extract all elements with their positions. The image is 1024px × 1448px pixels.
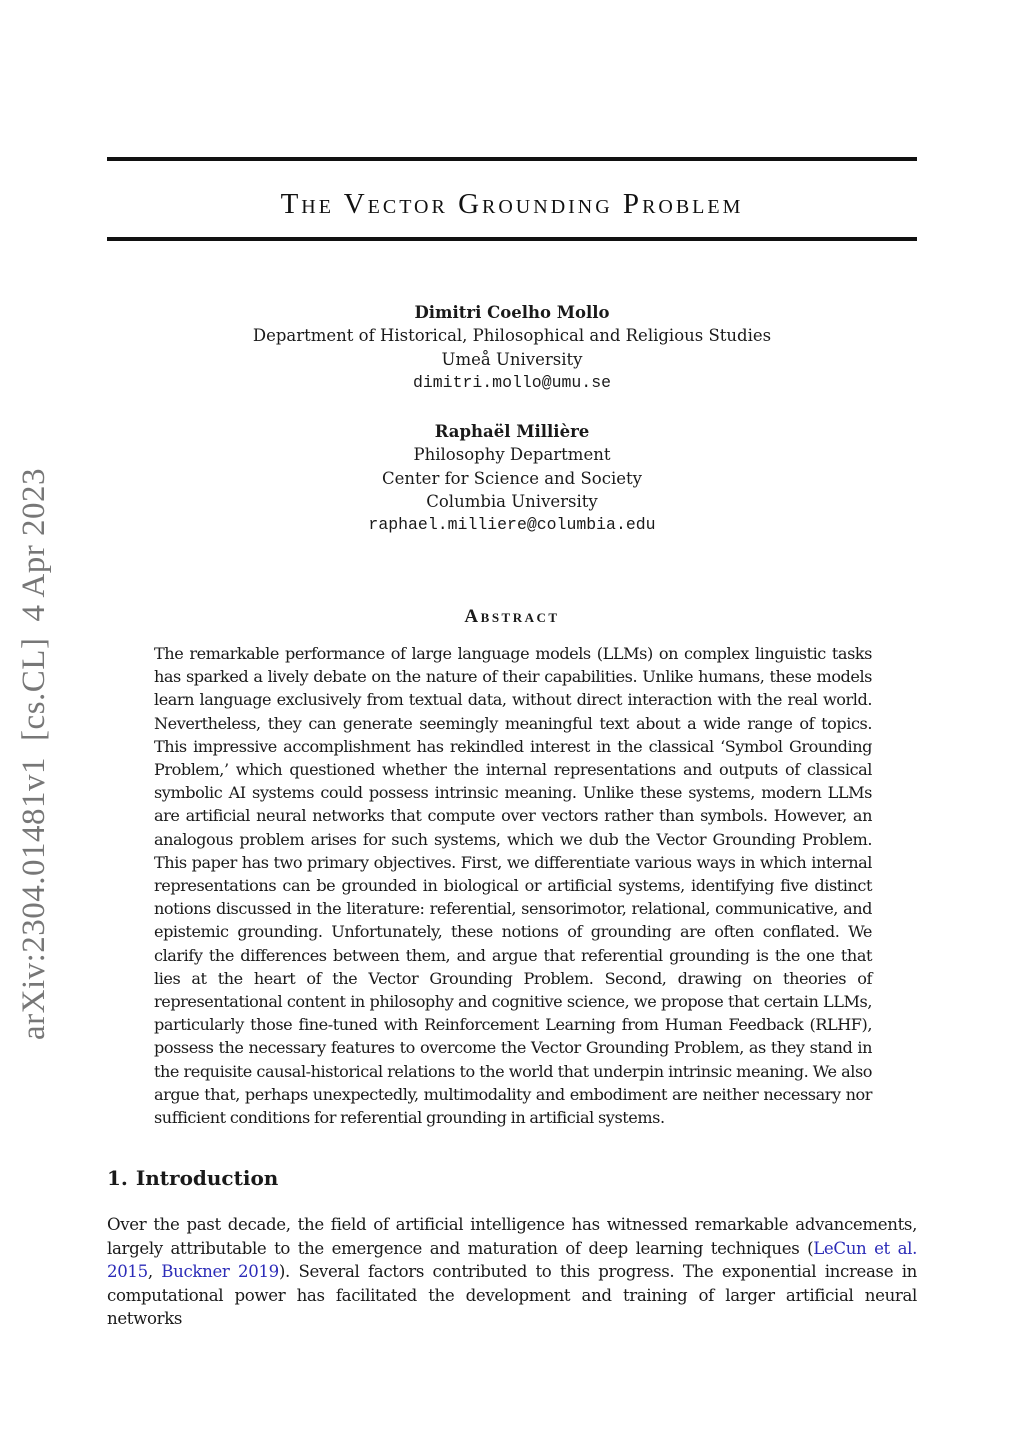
author-name: Dimitri Coelho Mollo bbox=[414, 303, 610, 322]
section-number: 1. bbox=[107, 1166, 128, 1190]
author-email[interactable]: raphael.milliere@columbia.edu bbox=[368, 515, 656, 535]
introduction-paragraph bbox=[107, 1213, 917, 1331]
author-affiliation: Philosophy Department bbox=[413, 445, 611, 465]
author-affiliation: Department of Historical, Philosophical and Religious Studies bbox=[252, 326, 772, 346]
author-block bbox=[107, 420, 917, 536]
author-block bbox=[107, 301, 917, 394]
author-affiliation: Columbia University bbox=[426, 492, 598, 512]
abstract-text: The remarkable performance of large language models (LLMs) on complex linguistic tasks has sparked a lively debate on the nature of their capabilities. Unlike humans, these models learn language exclusively from textual data, without direct interaction with the real world. Nevertheless, they can generate seemingly meaningful text about a wide range of topics. This impressive accomplishment has rekindled interest in the classical ‘Symbol Grounding Problem,’ which questioned whether the internal representations and outputs of classical symbolic AI systems could possess intrinsic meaning. Unlike these systems, modern LLMs are artificial neural networks that compute over vectors rather than symbols. However, an analogous problem arises for such systems, which we dub the Vector Grounding Problem. This paper has two primary objectives. First, we differentiate various ways in which internal representations can be grounded in biological or artificial systems, identifying five distinct notions discussed in the literature: referential, sensorimotor, relational, communicative, and epistemic grounding. Unfortunately, these notions of grounding are often conflated. We clarify the differences between them, and argue that referential grounding is the one that lies at the heart of the Vector Grounding Problem. Second, drawing on theories of representational content in philosophy and cognitive science, we propose that certain LLMs, particularly those fine-tuned with Reinforcement Learning from Human Feedback (RLHF), possess the necessary features to overcome the Vector Grounding Problem, as they stand in the requisite causal-historical relations to the world that underpin intrinsic meaning. We also argue that, perhaps unexpectedly, multimodality and embodiment are neither necessary nor sufficient conditions for referential grounding in artificial systems. bbox=[154, 644, 872, 1128]
author-affiliation: Umeå University bbox=[441, 349, 583, 369]
citation-separator: , bbox=[147, 1262, 162, 1282]
arxiv-date: 4 Apr 2023 bbox=[16, 468, 52, 622]
section-title: Introduction bbox=[135, 1166, 279, 1190]
arxiv-category: [cs.CL] bbox=[16, 637, 52, 741]
arxiv-side-stamp bbox=[14, 468, 54, 1040]
intro-text-after: ). Several factors contributed to this progress. The exponential increase in computational power has facilitated the development and training of larger artificial neural networks bbox=[107, 1262, 917, 1329]
author-name: Raphaël Millière bbox=[434, 422, 590, 442]
citation-link-lecun[interactable]: LeCun et al. 2015 bbox=[107, 1238, 917, 1282]
author-affiliation: Center for Science and Society bbox=[382, 468, 642, 488]
citation-link-buckner[interactable]: Buckner 2019 bbox=[161, 1262, 279, 1282]
title-top-rule bbox=[107, 157, 917, 161]
intro-text-before: Over the past decade, the field of artificial intelligence has witnessed remarkable advancements, largely attributable to the emergence and maturation of deep learning techniques ( bbox=[107, 1215, 917, 1258]
author-email[interactable]: dimitri.mollo@umu.se bbox=[412, 372, 612, 392]
abstract-heading: Abstract bbox=[464, 606, 560, 627]
title-bottom-rule bbox=[107, 237, 917, 241]
paper-title: The Vector Grounding Problem bbox=[280, 188, 744, 220]
arxiv-id: arXiv:2304.01481v1 bbox=[16, 756, 52, 1040]
section-heading-introduction bbox=[107, 1166, 278, 1190]
author-list bbox=[107, 301, 917, 563]
